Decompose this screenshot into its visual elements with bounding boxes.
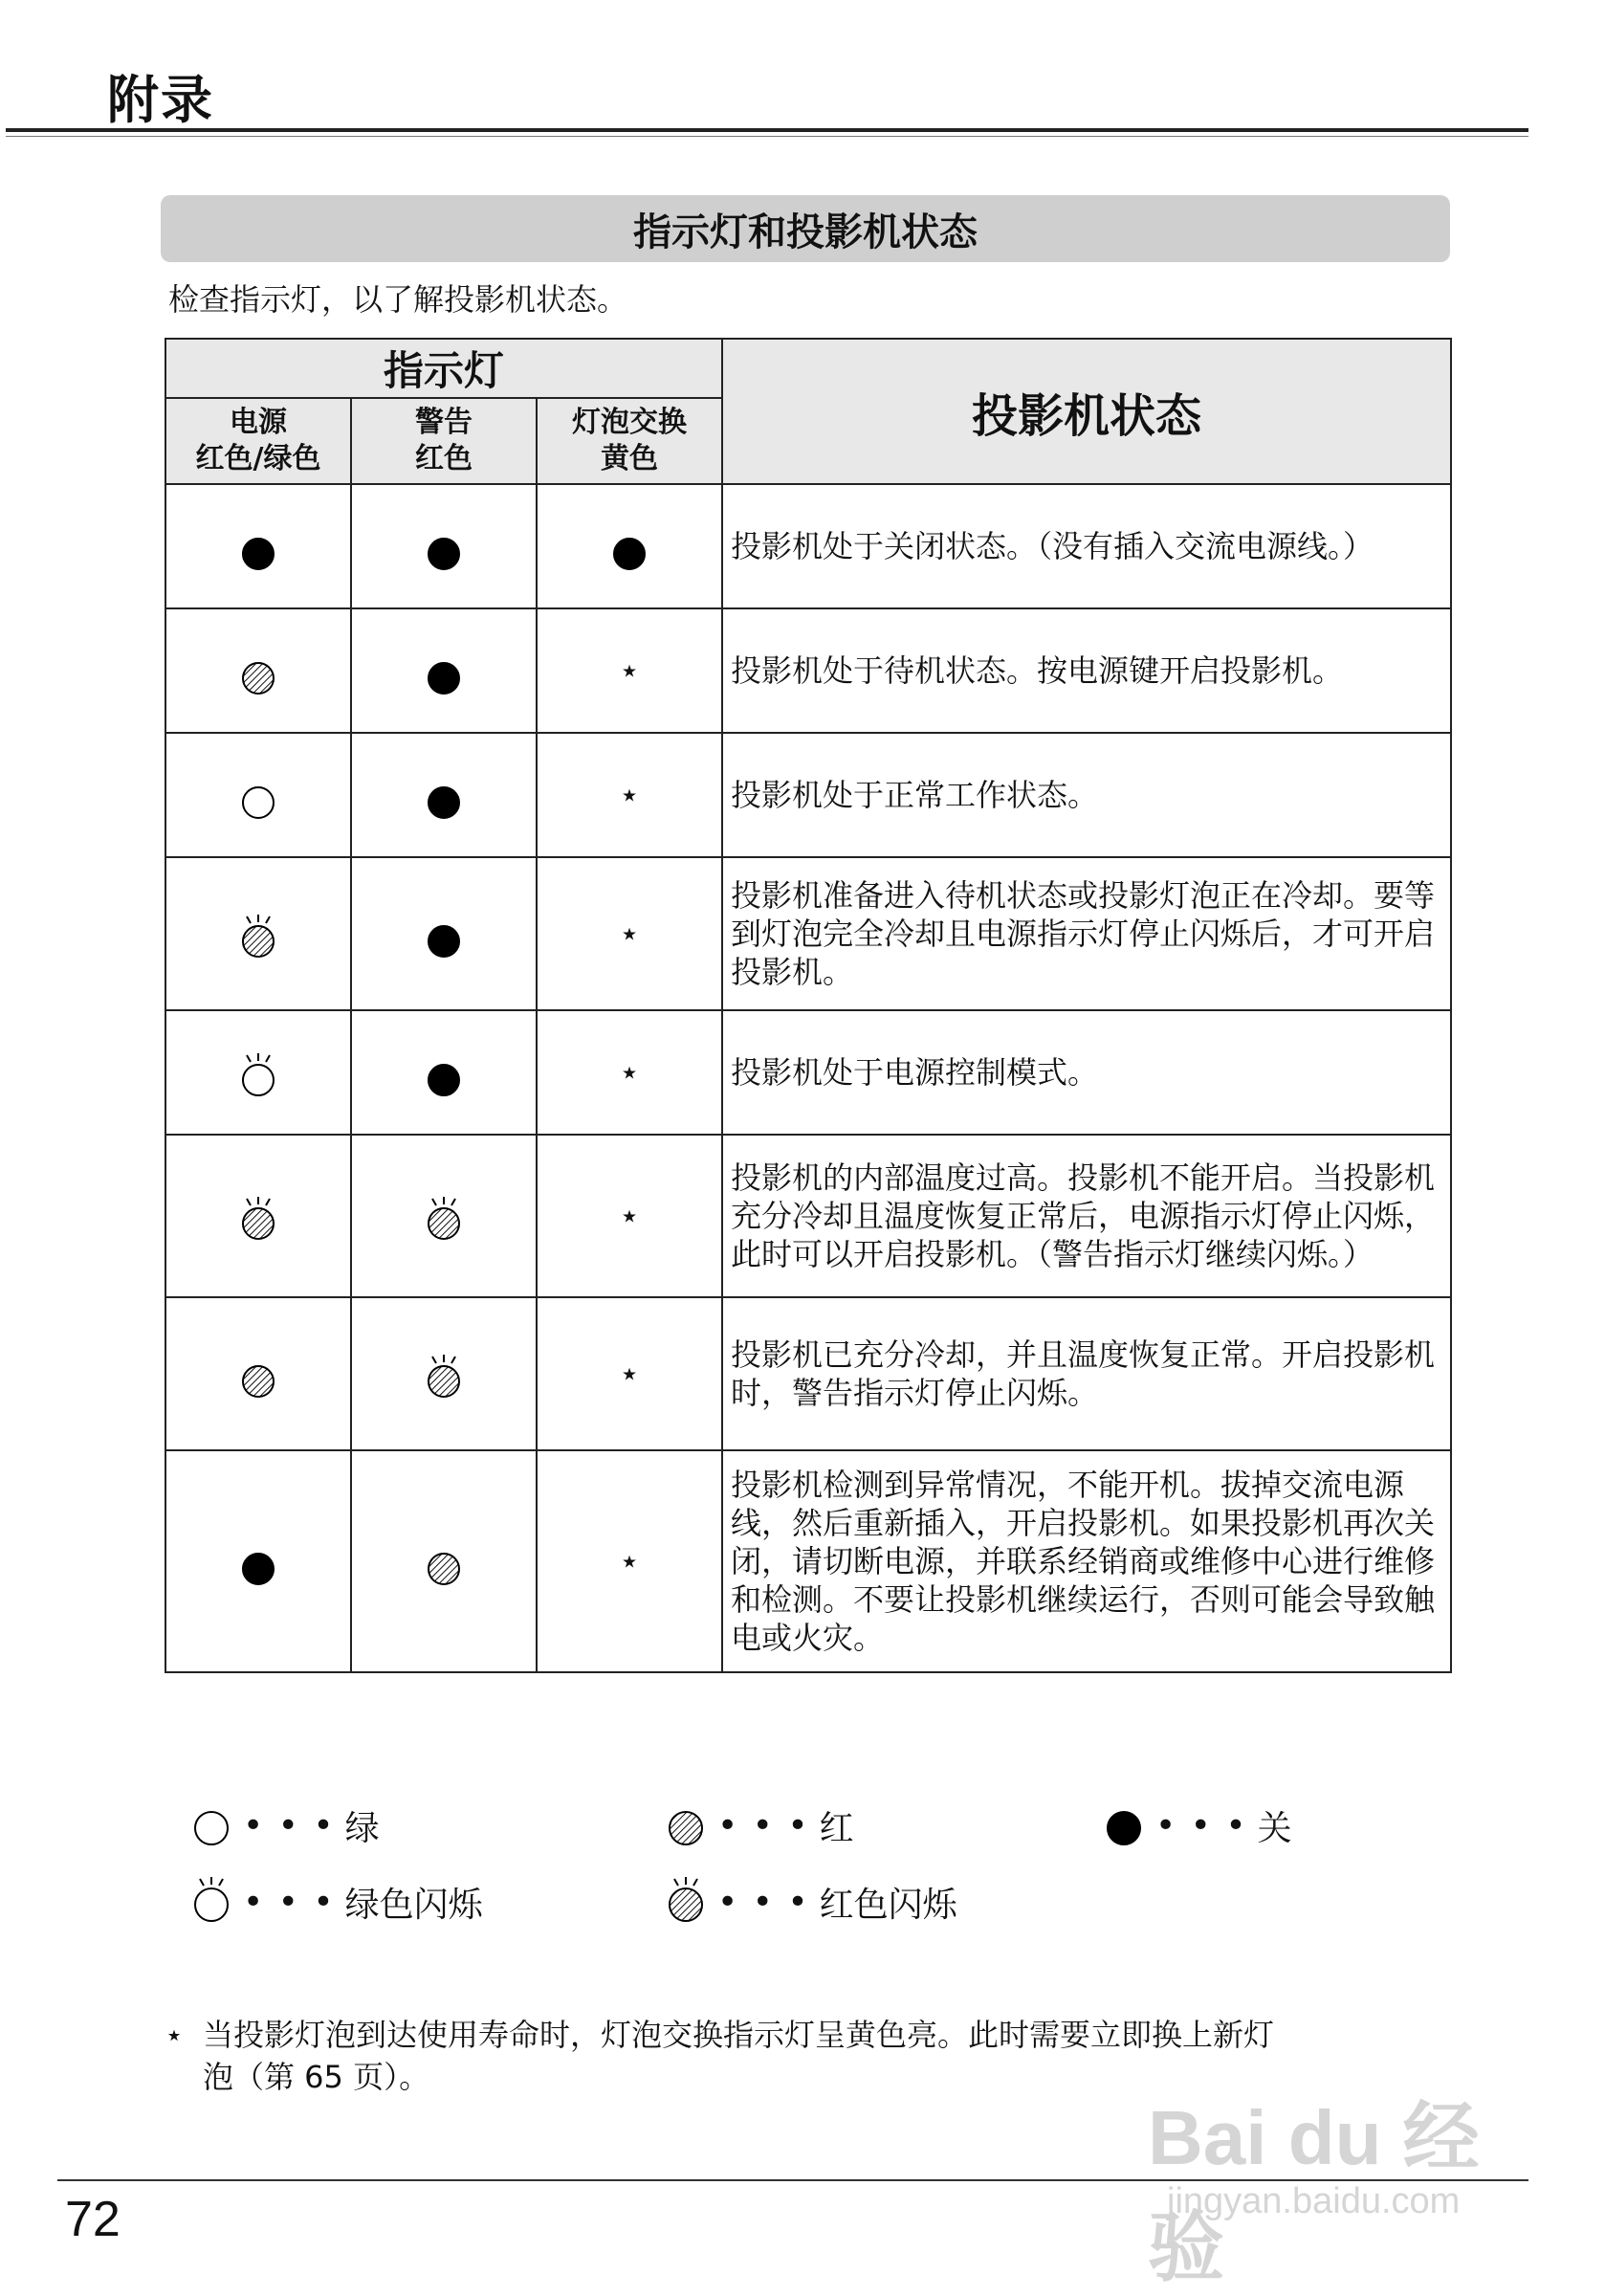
header-rule xyxy=(6,128,1528,132)
column-header-power xyxy=(165,398,351,484)
red-indicator-icon xyxy=(422,1533,466,1590)
legend-green-blink xyxy=(189,1877,483,1927)
note-star-icon: ⋆ xyxy=(165,2017,185,2053)
header-rule-thin xyxy=(6,136,1528,137)
warning-indicator-cell xyxy=(351,1297,537,1450)
note-line2: 泡（第 65 页）。 xyxy=(203,2059,430,2095)
power-indicator-cell xyxy=(165,857,351,1010)
lamp-indicator-cell xyxy=(537,1010,722,1135)
state-description: 投影机的内部温度过高。投影机不能开启。当投影机充分冷却且温度恢复正常后，电源指示灯停止闪烁，此时可以开启投影机。（警告指示灯继续闪烁。） xyxy=(722,1135,1451,1297)
section-title: 指示灯和投影机状态 xyxy=(161,195,1450,262)
legend-dots: • • • xyxy=(1155,1805,1248,1845)
state-description: 投影机已充分冷却，并且温度恢复正常。开启投影机时，警告指示灯停止闪烁。 xyxy=(722,1297,1451,1450)
state-header: 投影机状态 xyxy=(722,339,1451,484)
lamp-star-icon: ⋆ xyxy=(618,775,641,815)
state-description: 投影机准备进入待机状态或投影灯泡正在冷却。要等到灯泡完全冷却且电源指示灯停止闪烁后，才可开启投影机。 xyxy=(722,857,1451,1010)
off-indicator-icon xyxy=(236,1533,280,1590)
off-indicator-icon xyxy=(236,518,280,575)
warning-indicator-cell xyxy=(351,733,537,857)
off-indicator-icon xyxy=(422,766,466,824)
green-blink-indicator-icon xyxy=(236,1044,280,1101)
green-blink-indicator-icon xyxy=(189,1877,233,1927)
legend-label: 红 xyxy=(819,1808,854,1848)
table-row xyxy=(165,1450,1451,1672)
lamp-indicator-cell xyxy=(537,1297,722,1450)
warning-indicator-cell xyxy=(351,1010,537,1135)
off-indicator-icon xyxy=(607,518,651,575)
legend-icon xyxy=(1102,1800,1146,1850)
power-indicator-cell xyxy=(165,484,351,608)
lamp-indicator-cell xyxy=(537,857,722,1010)
red-blink-indicator-icon xyxy=(236,905,280,962)
power-indicator-cell xyxy=(165,1450,351,1672)
lamp-indicator-cell xyxy=(537,733,722,857)
legend-off xyxy=(1102,1800,1292,1850)
column-header-color: 红色/绿色 xyxy=(195,442,321,475)
red-blink-indicator-icon xyxy=(422,1187,466,1245)
column-header-warning xyxy=(351,398,537,484)
red-indicator-icon xyxy=(236,1345,280,1402)
red-indicator-icon xyxy=(664,1800,708,1850)
red-blink-indicator-icon xyxy=(422,1345,466,1402)
table-row xyxy=(165,857,1451,1010)
legend-label: 关 xyxy=(1257,1808,1292,1848)
table-row xyxy=(165,608,1451,733)
legend-label: 绿 xyxy=(344,1808,380,1848)
legend-icon xyxy=(189,1877,233,1927)
lamp-indicator-cell xyxy=(537,1135,722,1297)
note-line1: 当投影灯泡到达使用寿命时，灯泡交换指示灯呈黄色亮。此时需要立即换上新灯 xyxy=(203,2017,1275,2053)
lamp-star-icon: ⋆ xyxy=(618,914,641,954)
watermark-brand: Bai du 经验 xyxy=(1148,2095,1480,2290)
legend-red-blink xyxy=(664,1877,957,1927)
power-indicator-cell xyxy=(165,608,351,733)
table-row xyxy=(165,733,1451,857)
chapter-title: 附录 xyxy=(107,70,214,130)
legend-label: 红色闪烁 xyxy=(819,1885,957,1925)
lamp-star-icon: ⋆ xyxy=(618,1354,641,1394)
warning-indicator-cell xyxy=(351,608,537,733)
green-indicator-icon xyxy=(189,1800,233,1850)
off-indicator-icon xyxy=(1102,1800,1146,1850)
power-indicator-cell xyxy=(165,733,351,857)
state-description: 投影机处于电源控制模式。 xyxy=(722,1010,1451,1135)
watermark xyxy=(1148,2047,1550,2290)
warning-indicator-cell xyxy=(351,857,537,1010)
table-row xyxy=(165,484,1451,608)
watermark-url: jingyan.baidu.com xyxy=(1167,2181,1461,2221)
warning-indicator-cell xyxy=(351,1450,537,1672)
legend-dots: • • • xyxy=(243,1805,336,1845)
table-row xyxy=(165,1135,1451,1297)
power-indicator-cell xyxy=(165,1010,351,1135)
indicator-header: 指示灯 xyxy=(165,339,722,398)
table-row xyxy=(165,1297,1451,1450)
legend-icon xyxy=(664,1877,708,1927)
column-header-label: 电源 xyxy=(230,406,287,439)
legend-dots: • • • xyxy=(243,1882,336,1922)
warning-indicator-cell xyxy=(351,1135,537,1297)
column-header-label: 灯泡交换 xyxy=(572,406,687,439)
power-indicator-cell xyxy=(165,1135,351,1297)
page-number: 72 xyxy=(65,2192,121,2247)
lamp-indicator-cell xyxy=(537,1450,722,1672)
off-indicator-icon xyxy=(422,905,466,962)
section-intro: 检查指示灯，以了解投影机状态。 xyxy=(168,281,628,318)
state-description: 投影机检测到异常情况，不能开机。拔掉交流电源线，然后重新插入，开启投影机。如果投影机再次关闭，请切断电源，并联系经销商或维修中心进行维修和检测。不要让投影机继续运行，否则可能会导致触电或火灾。 xyxy=(722,1450,1451,1672)
indicator-status-table xyxy=(165,338,1452,1673)
lamp-star-icon: ⋆ xyxy=(618,1541,641,1581)
legend-label: 绿色闪烁 xyxy=(344,1885,483,1925)
table-row xyxy=(165,1010,1451,1135)
off-indicator-icon xyxy=(422,518,466,575)
lamp-star-icon: ⋆ xyxy=(618,1196,641,1236)
warning-indicator-cell xyxy=(351,484,537,608)
legend-icon xyxy=(189,1800,233,1850)
column-header-color: 黄色 xyxy=(601,442,658,475)
red-blink-indicator-icon xyxy=(236,1187,280,1245)
legend-dots: • • • xyxy=(717,1882,810,1922)
green-indicator-icon xyxy=(236,766,280,824)
lamp-star-icon: ⋆ xyxy=(618,1052,641,1093)
off-indicator-icon xyxy=(422,642,466,699)
column-header-label: 警告 xyxy=(415,406,473,439)
lamp-indicator-cell xyxy=(537,484,722,608)
legend-green xyxy=(189,1800,380,1850)
power-indicator-cell xyxy=(165,1297,351,1450)
off-indicator-icon xyxy=(422,1044,466,1101)
legend-icon xyxy=(664,1800,708,1850)
column-header-lamp xyxy=(537,398,722,484)
legend-dots: • • • xyxy=(717,1805,810,1845)
lamp-indicator-cell xyxy=(537,608,722,733)
lamp-star-icon: ⋆ xyxy=(618,651,641,691)
red-blink-indicator-icon xyxy=(664,1877,708,1927)
state-description: 投影机处于关闭状态。（没有插入交流电源线。） xyxy=(722,484,1451,608)
legend-red xyxy=(664,1800,854,1850)
state-description: 投影机处于正常工作状态。 xyxy=(722,733,1451,857)
red-indicator-icon xyxy=(236,642,280,699)
column-header-color: 红色 xyxy=(415,442,473,475)
state-description: 投影机处于待机状态。按电源键开启投影机。 xyxy=(722,608,1451,733)
